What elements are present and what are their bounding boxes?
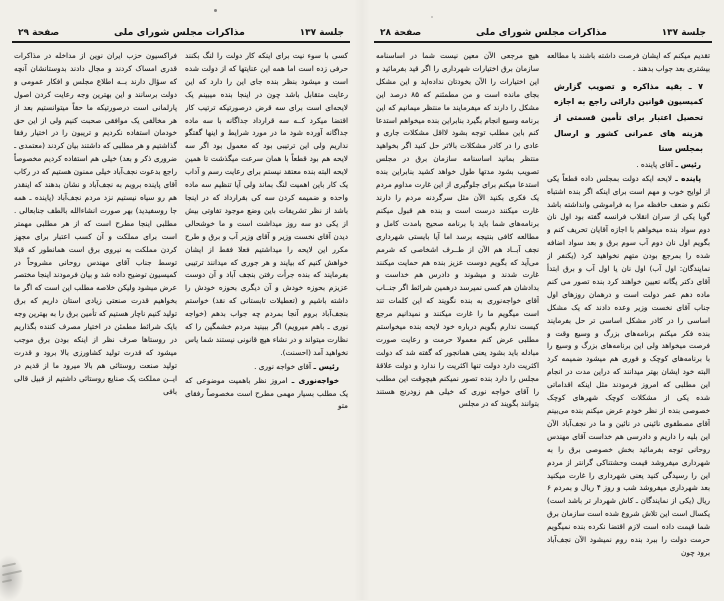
text-columns bbox=[14, 50, 348, 566]
text-column bbox=[376, 50, 539, 566]
scan-corner-marks bbox=[0, 558, 26, 598]
text-column bbox=[14, 50, 177, 566]
paragraph: فراکسیون حزب ایران نوین از مداخله در مذاکرات قدری امساک کردند و مجال دادند بدوستانشان آنچه که سؤال دارند بــه اطلاع مجلس و افکار عمومی و دولت برسانند و این بهترین وجه رعایت کردن اصول پارلمانی است درصورتیکه ما حقاً میتوانستیم بعد از هر مخالفی یک موافقی صحبت کنیم ولی از این حق خودمان استفاده نکردیم و تریبون را در اختیار رفقا گذاشتیم و هر مطلبی که داشتند بیان کردند (معتمدی ـ ضروری ذکر و بعد) خیلی هم استفاده کردیم مخصوصاً راجع بدعوت نجف‌آباد خیلی ممنون هستیم که در رکاب آقای پاینده برویم به نجف‌آباد و نشان بدهند که اینقدر هم رو سیاه نیستیم نزد مردم نجف‌آباد (پاینده ـ همه جا روسفیدید) بهر صورت انشاءالله بالطف جنابعالی . مطلبی اینجا مطرح است که از هر مطلبی مهمتر است برای مملکت و آن کسب اعتبار برای مجهز کردن مملکت به نیروی برق است همانطور که قبلا توسط جناب آقای مهندس روحانی مشروحاً در کمیسیون توضیح داده شد و بیان فرمودند اینجا مختصر عرض میشود ولیکن خلاصه مطلب این است که اگر ما بخواهیم قدرت صنعتی زیادی استان داریم که برق تولید کنیم ناچار هستیم که تأمین برق را به بهترین وجه بایک شرائط مطمئن در اختیار مصرف کننده بگذاریم در روستاها صرف نظر از اینکه بودن برق موجب میشود که قدرت تولید کشاورزی بالا برود و قدرت تولید صنعت روستائی هم بالا میرود ما از قدیم در ایــن مملکت یک صنایع روستائی داشتیم از قبیل قالی بافی bbox=[14, 51, 177, 396]
page-gutter bbox=[354, 0, 370, 600]
speaker-name: پاینده ـ bbox=[671, 173, 701, 183]
paragraph: کسی با سوء نیت برای اینکه کار دولت را لنگ بکنند حرفی زده است اما همه این عنایتها که از دولت شده است و میشود بنظر بنده جای این را دارد که این رعایت متقابل باشد چون در اینجا بنده میبینم یک لایحه‌ای است برای سه قرض درصورتیکه ترتیب کار اقتضا میکرد کــه سه قرارداد جداگانه با سه ماده جداگانه آورده شود ما در مورد شرایط و اینها گفتگو نداریم ولی این ترتیبی بود که معمول بود اگر سه لایحه هم بود قطعاً با همان سرعت میگذشت تا همین لایحه البته بنده معتقد نیستم برای رعایت رسم و آداب یک کار باین اهمیت لنگ بماند ولی آیا تنظیم سه ماده واحده و ضمیمه کردن سه کی بقرارداد که در اینجا باشد از نظر تشریفات باین وضع موجود تفاوتی بیش از یکی دو سه روز میداشت است و ما خوشحالی دیدن آقای نخست وزیر و آقای وزیر آب و برق و طرح مکرر این لایحه را میداشتیم فعلا فقط از ایشان خواهش کنیم که بیایند و هر جوری که میدانند ترتیبی بفرمایند که بنده جرأت رفتن بنجف آباد و آن دوست عزیزم بحوزه خودش و آن دیگری بحوزه خودش را داشته باشیم و (تعطیلات تابستانی که نقد) خواستم بنجف‌آباد بروم آنجا بمردم چه جواب بدهم (خواجه نوری ـ باهم میرویم) اگر ببینید مردم خشمگین را که نظارت میتواند و در نشاء هیچ قانونی نیستند شما یاس نخواهید آمد (احسنت). bbox=[185, 51, 348, 357]
agenda-item: ۷ ـ بقیه مذاکره و تصویب گزارش کمیسیون قوانین دارائی راجع به اجازه تحصیل اعتبار برای تأمین قسمتی از هزینه های عمرانی کشور و ارسال بمجلس سنا bbox=[554, 81, 703, 154]
page-header bbox=[374, 27, 712, 43]
page-title: مذاکرات مجلس شورای ملی bbox=[475, 27, 607, 38]
paragraph: هیچ مرجعی الآن معین نیست شما در اساسنامه سازمان برق اختیارات شهرداری را اگر قید بفرمائید و این اختیارات را الآن بخودتان نداده‌اید و این مشکل بجای مانده است و من مطمئنم که ۸۵ درصد این مشکل را دارند که میفرمایند ما منتظر میمانیم که این برنامه وسیع انجام بگیرد بنابراین بنده میخواهم استدعا کنم باین مطلب توجه بشود لااقل مشکلات جاری و عادی را در کادر مشکلات بالاتر حل کنید اگر بخواهید منتظر بمانید اساسنامه سازمان برق در مجلس تصویب بشود مدتها طول خواهد کشید بنابراین بنده استدعا میکنم برای جلوگیری از این غارت مداوم مردم یک فکری بکنید الآن مثل سرگردنه مردم را دارند غارت میکنند درست است و بنده هم قبول میکنم برنامه‌های شما باید با برنامه صحیح بامدت کامل و مطالعه کافی بنتیجه برسد اما آیا بایستی شهرداری نجف آبــاد هم الآن از طــرف اشخاصی که شرمم می‌آید که بگویم دوست عزیز بنده هم حمایت میکنند غارت شدند و میشوند و دادرس هم خداست و بدادشان هم کسی نمیرسد درهمین شرائط اگر جنــاب آقای خواجه‌نوری به بنده نگویند که این کلمات تند است میگویم ما را غارت میکنند و نمیدانیم مرجع کیست ندارم بگویم درباره خود لایحه بنده میخواستم مطلبی عرض کنم معمولا حرمت و رعایت صورت مبادله باید بشود یعنی همانجور که گفته شد که دولت اکثریت دارد دولت تنها اکثریت را ندارد و دولت علاقهٔ مجلس را دارد بنده تصور نمیکنم هیچوقت این مطلب را آقای خواجه نوری که خیلی هم زودرنج هستند بتوانند بگویند که در مجلس bbox=[376, 51, 539, 409]
speaker-paragraph: رئیس ـ آقای پاینده . bbox=[636, 159, 701, 169]
text-column bbox=[547, 50, 710, 566]
page-header bbox=[12, 27, 350, 43]
page-title: مذاکرات مجلس شورای ملی bbox=[113, 27, 245, 38]
session-label: جلسة ۱۳۷ bbox=[299, 28, 344, 38]
page-right-28 bbox=[362, 0, 724, 600]
scan-speck bbox=[214, 9, 217, 12]
speaker-name: رئیس ـ bbox=[673, 159, 701, 169]
scan-speck bbox=[431, 16, 433, 18]
speaker-name: رئیس ـ bbox=[311, 361, 339, 371]
speaker-name: خواجه‌نوری ـ bbox=[287, 375, 339, 385]
text-columns bbox=[376, 50, 710, 566]
page-number-label: صفحة ۲۸ bbox=[380, 28, 422, 38]
speaker-paragraph: خواجه‌نوری ـ امروز نظر باهمیت موضوعی که یک مطلب بسیار مهمی مطرح است مخصوصاً رفقای متو bbox=[185, 375, 348, 411]
text-column bbox=[185, 50, 348, 566]
paragraph: تقدیم میکنم که ایشان فرصت داشته باشند با مطالعه بیشتری بعد جواب بدهند . bbox=[547, 51, 710, 73]
page-number-label: صفحة ۲۹ bbox=[18, 28, 60, 38]
session-label: جلسة ۱۳۷ bbox=[661, 28, 706, 38]
speaker-paragraph: رئیس ـ آقای خواجه نوری . bbox=[254, 361, 339, 371]
page-left-29 bbox=[0, 0, 362, 600]
speaker-paragraph: پاینده ـ لایحه ایکه دولت بمجلس داده قطعاً یکی از لوایح خوب و مهم است برای اینکه اگر بنده اشتباه نکنم و ضعف حافظه مرا به فراموشی وانداشته باشد گویا یکی از سران انقلاب فرانسه گفته بود اول نان دوم سواد بنده میخواهم با اجازه آقایان تحریف کنم و بگویم اول نان دوم آب سوم برق و بعد سواد اضافه شده را بمرجع بودن متهم نخواهید کرد (یکنفر از نمایندگان: اول آب) اول نان یا اول آب و برق ابتدأ آقای دکتر یگانه تعیین خواهند کرد بنده تصور می کنم ماده دهم عمر دولت است و درهمان روزهای اول جناب آقای نخست وزیر وعده دادند که یک مشکل اساسی را در کادر مشکل اساسی تر حل بفرمایند بنده فکر میکنم برنامه‌های بزرگ و وسیع وقت و فرصت میخواهد ولی این برنامه‌های بزرگ و وسیع را با برنامه‌های کوچک و فوری هم میشود ضمیمه کرد البته خود ایشان بهتر میدانند که دراین مدت در انجام این مطلبی که امروز فرمودند مثل اینکه اقداماتی شده یکی از مشکلات کوچک شهرهای کوچک خصوصی بنده از نظر خودم عرض میکنم بنده می‌بینم آقای مصطفوی نائینی در نائین و ما در نجف‌آباد الآن این بلیه را داریم و دادرسی هم خداست آقای مهندس روحانی توجه بفرمائید بخش خصوصی برق را به شهرداری میفروشد قیمت وحشتناکی گرانتر از مردم این را رسیدگی کنید یعنی شهرداری را غارت میکنید بعد شهرداری میفروشد شب و روز ۴ ریال و بمردم ۶ ریال (یکی از نمایندگان ـ کاش شهردار تر باشد است) یکسال است این تلاش شروع شده است سازمان برق شما قیمت داده است لازم اقتضا نکرده بنده نمیگویم حرمت دولت را ببرد بنده روم نمیشود الآن نجف‌آباد برود چون bbox=[547, 173, 710, 557]
